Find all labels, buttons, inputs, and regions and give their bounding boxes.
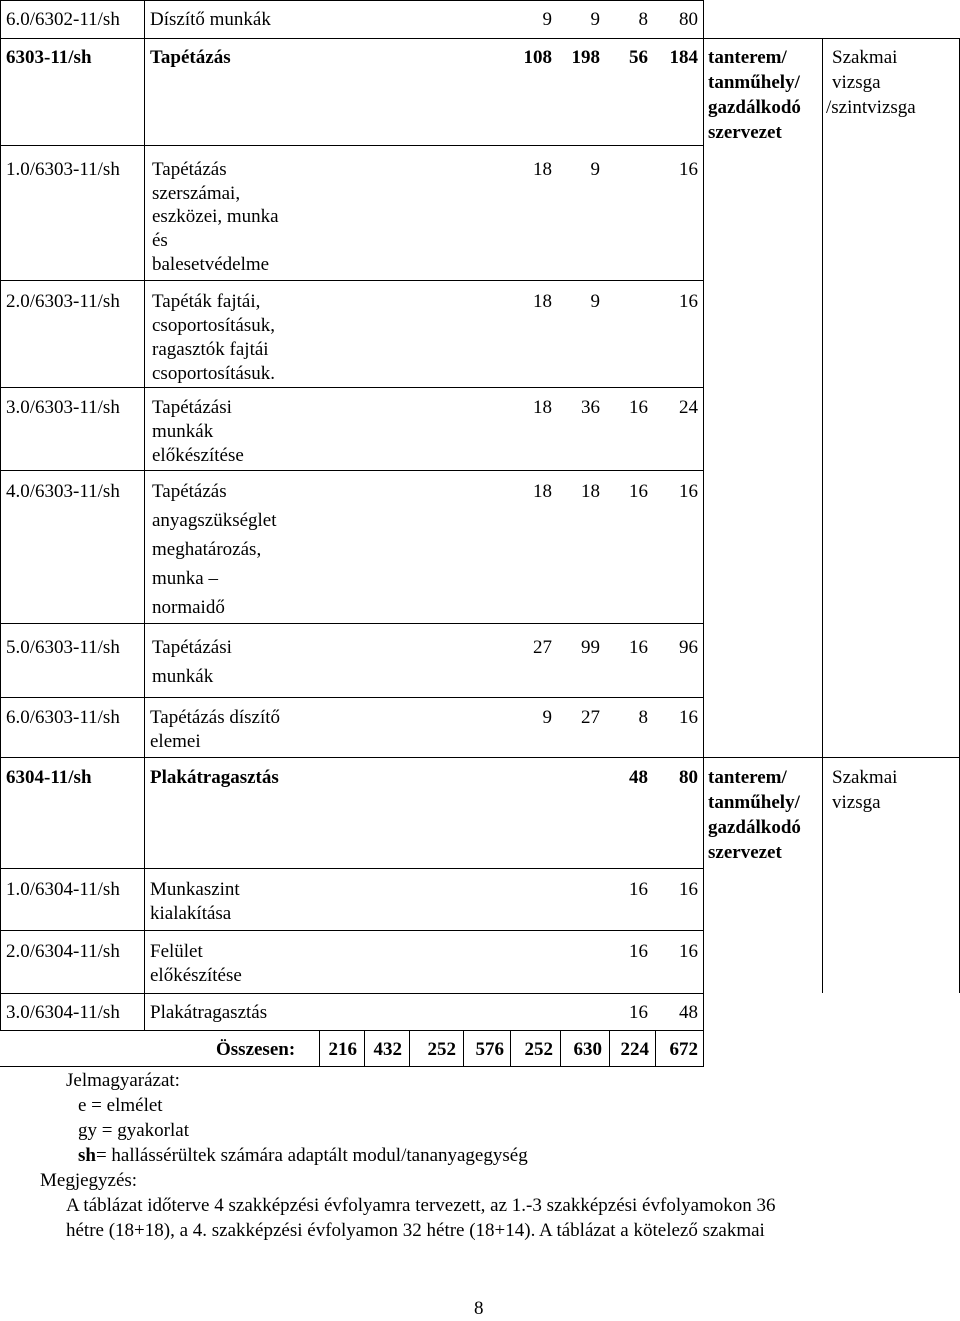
module-title: Tapétázás	[150, 47, 231, 68]
rule	[0, 470, 704, 471]
legend-abbrev: sh	[78, 1145, 96, 1166]
hours-cell: 80	[679, 9, 698, 30]
location-line: szervezet	[708, 842, 782, 863]
row-title-line: szerszámai,	[152, 183, 241, 204]
rule	[0, 697, 704, 698]
total-value: 630	[573, 1039, 602, 1060]
rule	[0, 930, 704, 931]
row-title-line: Tapétázás díszítő	[150, 707, 281, 728]
rule	[0, 145, 704, 146]
hours-cell: 16	[679, 159, 698, 180]
row-title-line: Tapétázási	[152, 637, 232, 658]
row-code: 1.0/6304-11/sh	[6, 879, 120, 900]
module-code: 6303-11/sh	[6, 47, 92, 68]
hours-cell: 18	[533, 397, 552, 418]
location-line: szervezet	[708, 122, 782, 143]
row-title-line: Munkaszint	[150, 879, 240, 900]
hours-cell: 8	[638, 9, 648, 30]
hours-cell: 24	[679, 397, 698, 418]
module-code: 6304-11/sh	[6, 767, 92, 788]
hours-cell: 16	[679, 707, 698, 728]
row-title-line: anyagszükséglet	[152, 510, 277, 531]
notes-line: hétre (18+18), a 4. szakképzési évfolyamon 32 hétre (18+14). A táblázat a kötelező szakmai	[66, 1220, 765, 1241]
hours-cell: 16	[679, 879, 698, 900]
hours-cell: 9	[542, 707, 552, 728]
hours-cell: 99	[581, 637, 600, 658]
hours-cell: 36	[581, 397, 600, 418]
legend-item: gy = gyakorlat	[78, 1120, 189, 1141]
total-value: 576	[475, 1039, 504, 1060]
legend-title: Jelmagyarázat:	[66, 1070, 180, 1091]
row-title-line: csoportosításuk,	[152, 315, 275, 336]
row-title-line: és	[152, 230, 168, 251]
module-title: Plakátragasztás	[150, 767, 279, 788]
row-title-line: csoportosításuk.	[152, 363, 275, 384]
total-value: 432	[373, 1039, 402, 1060]
hours-cell: 16	[629, 397, 648, 418]
hours-cell: 16	[679, 941, 698, 962]
location-line: tanműhely/	[708, 792, 800, 813]
row-title-line: Tapétázási	[152, 397, 232, 418]
hours-cell: 96	[679, 637, 698, 658]
location-line: tanműhely/	[708, 72, 800, 93]
hours-cell: 16	[629, 879, 648, 900]
row-title-line: munkák	[152, 421, 214, 442]
row-title-line: elemei	[150, 731, 201, 752]
hours-cell: 16	[629, 481, 648, 502]
hours-cell: 18	[533, 291, 552, 312]
hours-cell: 16	[629, 1002, 648, 1023]
row-code: 5.0/6303-11/sh	[6, 637, 120, 658]
row-title-line: munka –	[152, 568, 218, 589]
hours-cell: 18	[533, 481, 552, 502]
total-value: 252	[427, 1039, 456, 1060]
rule	[822, 38, 823, 993]
exam-line: Szakmai	[832, 47, 898, 68]
hours-cell: 48	[679, 1002, 698, 1023]
rule	[144, 0, 145, 1030]
legend-desc: = hallássérültek számára adaptált modul/tananyagegység	[95, 1145, 528, 1166]
exam-line: vizsga	[832, 72, 881, 93]
row-title-line: Felület	[150, 941, 203, 962]
row-title-line: normaidő	[152, 597, 225, 618]
hours-cell: 9	[590, 159, 600, 180]
rule	[0, 993, 704, 994]
row-title-line: eszközei, munka	[152, 206, 279, 227]
row-title-line: Tapétázás	[152, 481, 227, 502]
row-title: Díszítő munkák	[150, 9, 271, 30]
row-code: 1.0/6303-11/sh	[6, 159, 120, 180]
row-code: 6.0/6302-11/sh	[6, 9, 120, 30]
hours-cell: 18	[581, 481, 600, 502]
rule	[703, 0, 704, 1066]
row-code: 2.0/6304-11/sh	[6, 941, 120, 962]
row-title-line: Tapétázás	[152, 159, 227, 180]
row-title-line: ragasztók fajtái	[152, 339, 269, 360]
row-code: 2.0/6303-11/sh	[6, 291, 120, 312]
hours-cell: 198	[571, 47, 600, 68]
row-title-line: munkák	[152, 666, 214, 687]
exam-line: /szintvizsga	[826, 97, 916, 118]
legend-item	[78, 1144, 528, 1168]
hours-cell: 16	[679, 291, 698, 312]
rule	[0, 1030, 704, 1031]
row-title-line: kialakítása	[150, 903, 232, 924]
hours-cell: 16	[629, 941, 648, 962]
row-title: Plakátragasztás	[150, 1002, 268, 1023]
hours-cell: 48	[629, 767, 648, 788]
hours-cell: 9	[590, 291, 600, 312]
row-code: 4.0/6303-11/sh	[6, 481, 120, 502]
total-label: Összesen:	[216, 1039, 296, 1060]
hours-cell: 9	[590, 9, 600, 30]
hours-cell: 56	[629, 47, 648, 68]
total-value: 224	[620, 1039, 649, 1060]
row-title-line: előkészítése	[150, 965, 242, 986]
rule	[0, 1066, 704, 1067]
location-line: gazdálkodó	[708, 97, 801, 118]
total-value: 252	[524, 1039, 553, 1060]
rule	[0, 623, 704, 624]
location-line: tanterem/	[708, 47, 787, 68]
hours-cell: 8	[638, 707, 648, 728]
location-line: gazdálkodó	[708, 817, 801, 838]
hours-cell: 27	[581, 707, 600, 728]
rule	[0, 387, 704, 388]
rule	[0, 280, 704, 281]
notes-title: Megjegyzés:	[40, 1170, 138, 1191]
hours-cell: 18	[533, 159, 552, 180]
hours-cell: 80	[679, 767, 698, 788]
rule	[0, 0, 1, 1030]
exam-line: Szakmai	[832, 767, 898, 788]
hours-cell: 9	[542, 9, 552, 30]
row-code: 6.0/6303-11/sh	[6, 707, 120, 728]
row-code: 3.0/6303-11/sh	[6, 397, 120, 418]
hours-cell: 184	[669, 47, 698, 68]
row-title-line: meghatározás,	[152, 539, 262, 560]
location-line: tanterem/	[708, 767, 787, 788]
notes-line: A táblázat időterve 4 szakképzési évfolyamra tervezett, az 1.-3 szakképzési évfolyamokon 36	[66, 1195, 776, 1216]
exam-line: vizsga	[832, 792, 881, 813]
hours-cell: 27	[533, 637, 552, 658]
hours-cell: 16	[629, 637, 648, 658]
rule	[0, 0, 704, 1]
hours-cell: 16	[679, 481, 698, 502]
page-number: 8	[474, 1298, 484, 1319]
row-code: 3.0/6304-11/sh	[6, 1002, 120, 1023]
hours-cell: 108	[523, 47, 552, 68]
row-title-line: Tapéták fajtái,	[152, 291, 261, 312]
row-title-line: előkészítése	[152, 445, 244, 466]
legend-item: e = elmélet	[78, 1095, 163, 1116]
rule	[0, 868, 704, 869]
total-value: 216	[328, 1039, 357, 1060]
row-title-line: balesetvédelme	[152, 254, 270, 275]
total-value: 672	[669, 1039, 698, 1060]
